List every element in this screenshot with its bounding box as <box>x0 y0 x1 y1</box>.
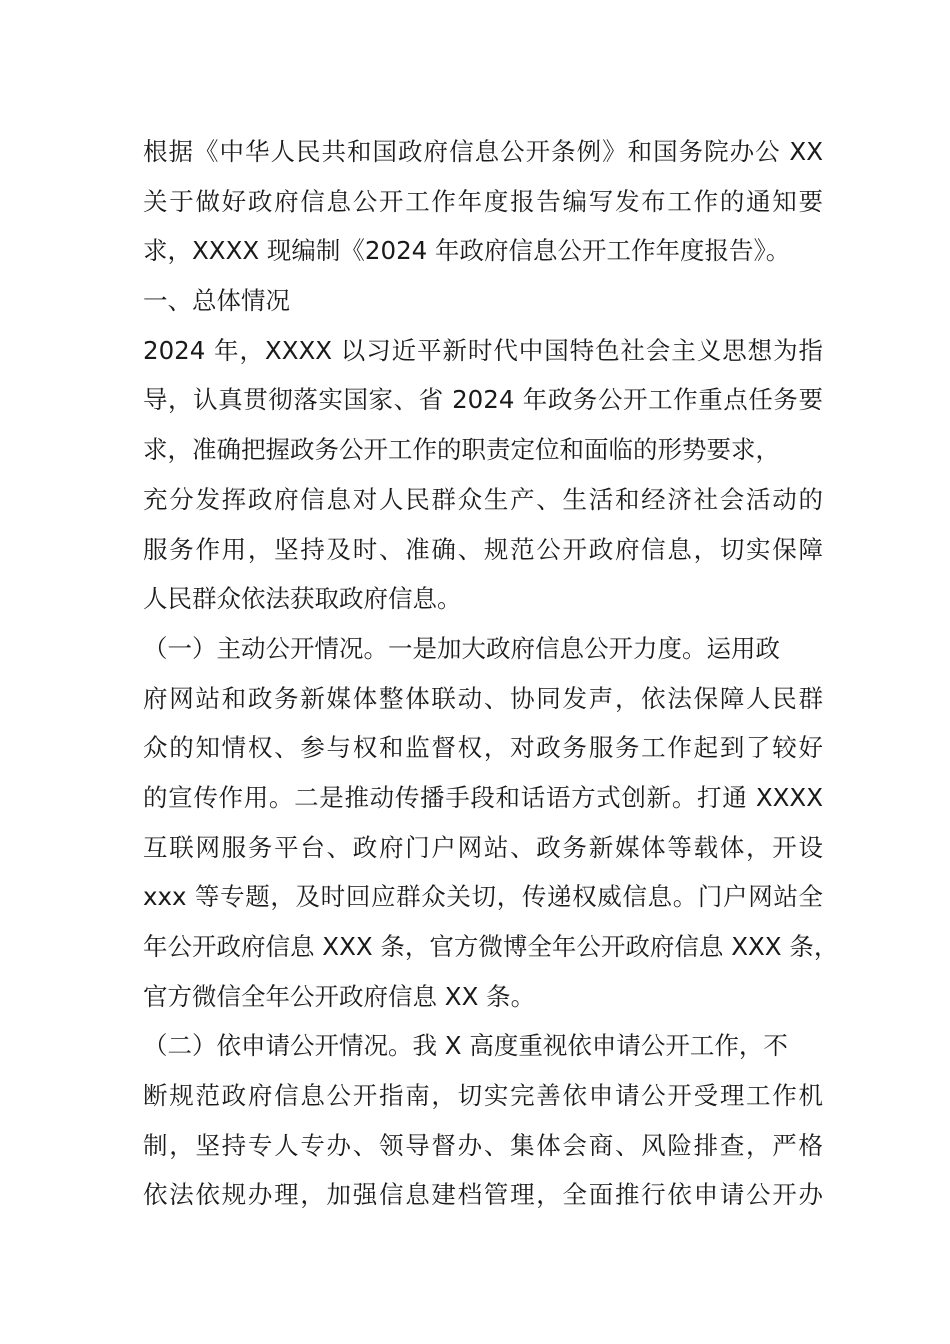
document-body <box>143 127 839 1220</box>
paragraph-line: 众的知情权、参与权和监督权，对政务服务工作起到了较好 <box>143 733 823 763</box>
section-heading: 一、总体情况 <box>143 286 290 316</box>
paragraph-line: 年公开政府信息 XXX 条，官方微博全年公开政府信息 XXX 条， <box>143 932 839 961</box>
paragraph-line: 关于做好政府信息公开工作年度报告编写发布工作的通知要 <box>143 186 823 216</box>
paragraph-line: 制，坚持专人专办、领导督办、集体会商、风险排查，严格 <box>143 1130 823 1160</box>
paragraph-line: 服务作用，坚持及时、准确、规范公开政府信息，切实保障 <box>143 534 823 564</box>
paragraph-line: 求，准确把握政务公开工作的职责定位和面临的形势要求， <box>143 435 780 465</box>
paragraph-line: 府网站和政务新媒体整体联动、协同发声，依法保障人民群 <box>143 683 823 713</box>
paragraph-line: xxx 等专题，及时回应群众关切，传递权威信息。门户网站全 <box>143 882 823 912</box>
paragraph-line: 导，认真贯彻落实国家、省 2024 年政务公开工作重点任务要 <box>143 385 823 415</box>
paragraph-line: 2024 年，XXXX 以习近平新时代中国特色社会主义思想为指 <box>143 335 823 365</box>
paragraph-line: 根据《中华人民共和国政府信息公开条例》和国务院办公 XX <box>143 137 823 166</box>
paragraph-line: 充分发挥政府信息对人民群众生产、生活和经济社会活动的 <box>143 484 823 514</box>
paragraph-line: 的宣传作用。二是推动传播手段和话语方式创新。打通 XXXX <box>143 782 823 812</box>
paragraph-line: 断规范政府信息公开指南，切实完善依申请公开受理工作机 <box>143 1081 823 1111</box>
paragraph-line: （一）主动公开情况。一是加大政府信息公开力度。运用政 <box>143 633 780 663</box>
paragraph-line: 互联网服务平台、政府门户网站、政务新媒体等载体，开设 <box>143 832 823 862</box>
paragraph-line: 人民群众依法获取政府信息。 <box>143 584 462 614</box>
paragraph-line: 官方微信全年公开政府信息 XX 条。 <box>143 981 536 1011</box>
paragraph-line: 求，XXXX 现编制《2024 年政府信息公开工作年度报告》。 <box>143 236 791 266</box>
paragraph-line: （二）依申请公开情况。我 X 高度重视依申请公开工作，不 <box>143 1031 788 1061</box>
paragraph-line: 依法依规办理，加强信息建档管理，全面推行依申请公开办 <box>143 1180 823 1210</box>
